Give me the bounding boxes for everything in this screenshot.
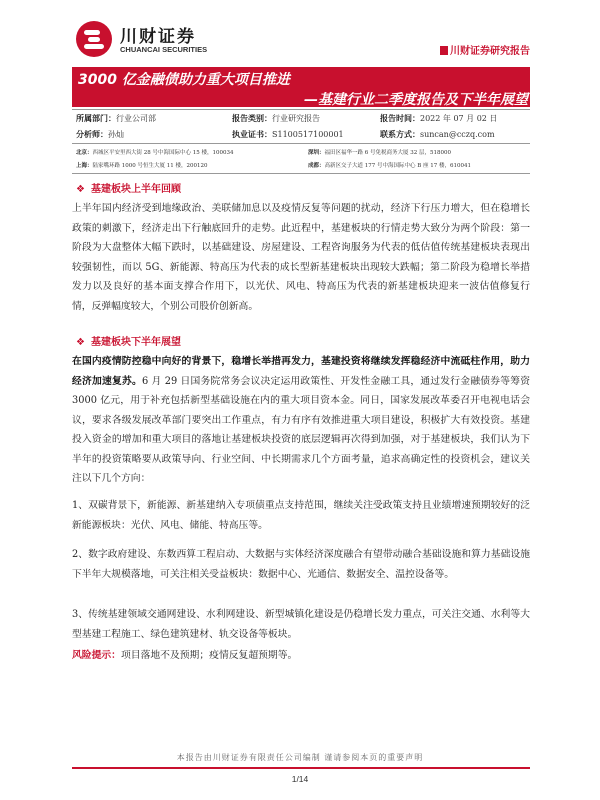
report-subtitle: —基建行业二季度报告及下半年展望 [304,92,528,108]
outlook-item-1: 1、双碳背景下，新能源、新基建纳入专项债重点支持范围，继续关注受政策支持且业绩增速预期较好的泛新能源板块：光伏、风电、储能、特高压等。 [72,500,530,531]
meta-cert: 执业证书：S1100517100001 [232,130,344,139]
section-heading-review: ❖ 基建板块上半年回顾 [76,184,181,195]
risk-text: 项目落地不及预期；疫情反复超预期等。 [120,650,298,661]
diamond-bullet-icon: ❖ [76,184,85,195]
outlook-item-3: 3、传统基建领域交通网建设、水利网建设、新型城镇化建设是仍稳增长发力重点，可关注交通、水利等大型基建工程施工、绿色建筑建材、轨交设备等板块。 [72,609,530,640]
logo-en-text: CHUANCAI SECURITIES [120,45,208,54]
meta-row-1 [72,109,530,126]
risk-warning [72,646,530,666]
outlook-item-2: 2、数字政府建设、东数西算工程启动、大数据与实体经济深度融合有望带动融合基础设施和算力基础设施下半年大规模落地，可关注相关受益板块：数据中心、光通信、数据安全、温控设备等。 [72,549,530,580]
logo-cn-text: 川财证券 [120,27,196,47]
meta-contact[interactable]: 联系方式：suncan@cczq.com [380,130,495,139]
outlook-lead-bold: 在国内疫情防控稳中向好的背景下，稳增长举措再发力，基建投资将继续发挥稳经济中流砥柱作用，助力经济加速复苏。 [72,356,530,387]
address-chengdu: 成都：高新区交子大道 177 号中海国际中心 B 座 17 楼，610041 [308,163,472,169]
meta-report-type: 报告类别：行业研究报告 [232,114,320,123]
section-review-body: 上半年国内经济受到地缘政治、美联储加息以及疫情反复等问题的扰动，经济下行压力增大，但在稳增长政策的刺激下，经济走出下行触底回升的走势。此近程中，基建板块的行情走势大致分为两个阶段：第一阶段为大盘整体大幅下跌时，以基础建设、房屋建设、工程咨询服务为代表的低估值传统基建板块表现出较强韧性，而以 5G、新能源、特高压为代表的成长型新基建板块出现较大跌幅；第二阶段为稳增长举措发力以及良好的基本面支撑合作用下，以光伏、风电、特高压为代表的新基建板块迎来一波估值修复行情，反弹幅度较大，个别公司股价创新高。 [72,203,530,312]
address-shenzhen: 深圳：福田区福华一路 6 号免税商务大厦 32 层，518000 [308,150,452,156]
meta-row-2 [72,126,530,143]
meta-report-date: 报告时间：2022 年 07 月 02 日 [380,114,498,123]
page-number: 1/14 [291,774,309,784]
outlook-body-text: 6 月 29 日国务院常务会议决定运用政策性、开发性金融工具，通过发行金融债券等筹资 3000 亿元，用于补充包括新型基础设施在内的重大项目资本金。同日，国家发展改革委召开电视电话会议，要求各级发展改革部门要突出工作重点，有力有序有效推进重大项目建设，积极扩大有效投资。基建投入资金的增加和重大项目的落地让基建板块投资的底层逻辑再次得到加强，对于基建板块，我们认为下半年的投资策略要从政策导向、行业空间、中长期需求几个方面考量，追求高确定性的投资机会，建议关注以下几个方向： [72,375,531,484]
address-beijing: 北京：西城区平安里西大街 28 号中海国际中心 15 楼，100034 [76,150,234,156]
report-title: 3000 亿金融债助力重大项目推进 [78,72,290,88]
report-tag-label: 川财证券研究报告 [450,46,530,57]
company-logo [76,21,256,61]
meta-dept: 所属部门：行业公司部 [76,114,156,123]
section-outlook-body [72,352,530,489]
logo-mark-icon [76,21,112,57]
diamond-bullet-icon: ❖ [76,337,85,348]
report-tag-icon [440,46,448,55]
section-heading-outlook: ❖ 基建板块下半年展望 [76,337,181,348]
risk-label: 风险提示： [72,650,121,661]
report-tag [440,42,530,57]
footer-disclaimer: 本报告由川财证券有限责任公司编制 谨请参阅本页的重要声明 [176,753,424,762]
footer-divider [72,767,530,769]
address-shanghai: 上海：陆家嘴环路 1000 号恒生大厦 11 楼，200120 [76,163,208,169]
meta-analyst: 分析师：孙灿 [76,130,124,139]
meta-addresses [72,143,530,174]
